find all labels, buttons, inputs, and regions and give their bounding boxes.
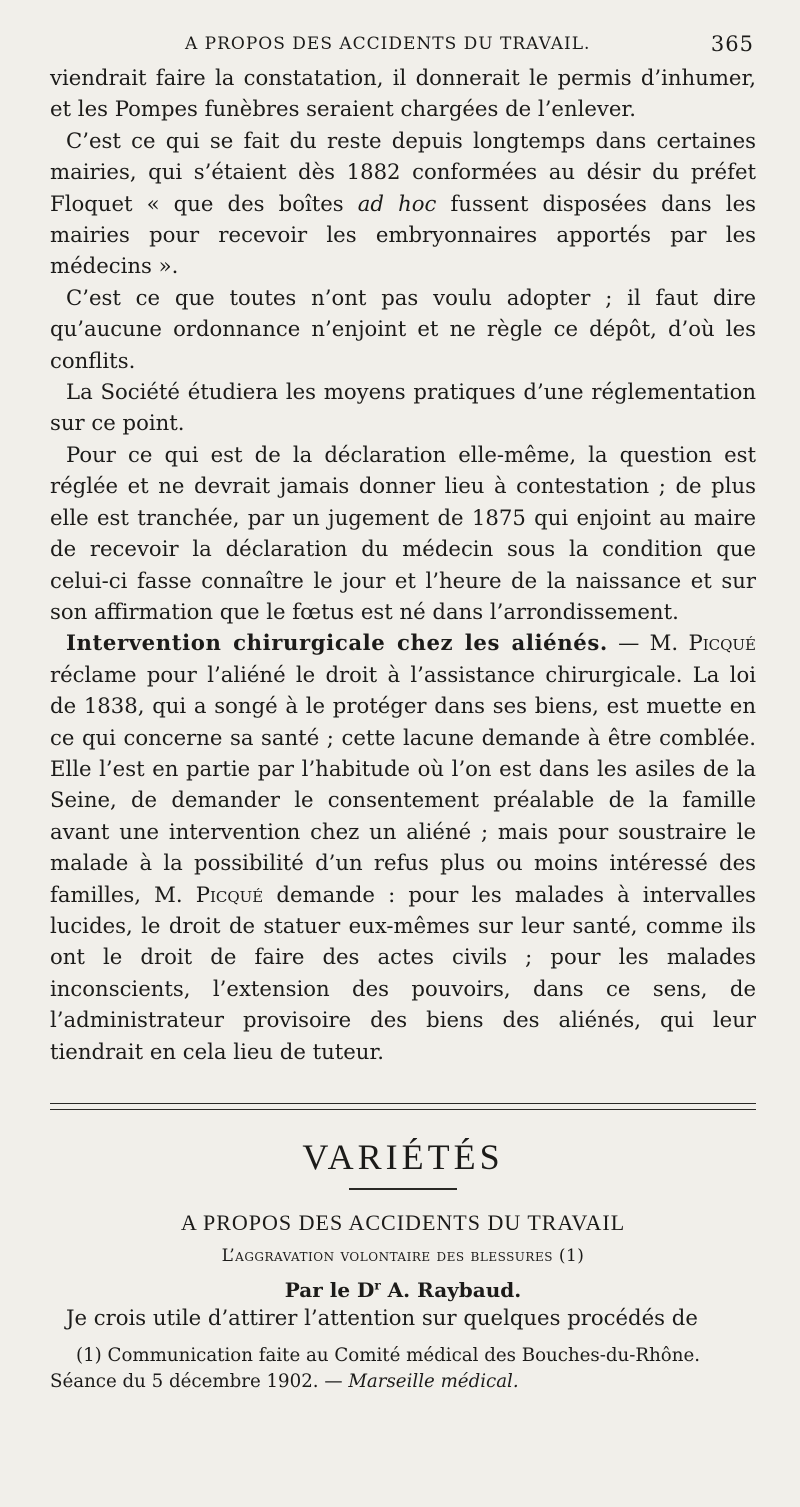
author-name-picque: Picqué — [195, 881, 264, 907]
author-prefix: Par le D — [284, 1278, 375, 1302]
author-name-picque: Picqué — [688, 630, 756, 656]
paragraph-text: fussent disposées dans les mairies pour recevoir les embryonnaires apportés par les médecins ». — [50, 190, 756, 279]
body-text — [50, 62, 756, 1067]
paragraph-text: C’est ce qui se fait du reste depuis longtemps dans certaines mairies, qui s’étaient dès 1882 conformées au désir du préfet Floquet « que des boîtes — [50, 127, 756, 216]
paragraph-text: réclame pour l’aliéné le droit à l’assistance chirurgicale. La loi de 1838, qui a songé à le protéger dans ses biens, est muette en ce qui concerne sa santé ; cette lacune demande à être comblée. Elle l’est en partie par l’habitude où l’on est dans les asiles de la Seine, de demander le consentement préalable de la famille avant une intervention chez un aliéné ; mais pour soustraire le malade à la possibilité d’un refus plus ou moins intéressé des familles, M. — [50, 661, 756, 907]
footnote-text: Séance du 5 décembre 1902. — — [50, 1371, 349, 1393]
paragraph-declaration: Pour ce qui est de la déclaration elle-même, la question est réglée et ne devrait jamais donner lieu à contestation ; de plus elle est tranchée, par un jugement de 1875 qui enjoint au maire de recevoir la déclaration du médecin sous la condition que celui-ci fasse connaître le jour et l’heure de la naissance et sur son affirmation que le fœtus est né dans l’arrondissement. — [50, 441, 756, 624]
footnote-line — [50, 1369, 756, 1395]
running-head-title: A PROPOS DES ACCIDENTS DU TRAVAIL. — [185, 34, 591, 54]
paragraph-mairies — [50, 125, 756, 282]
footnote-line: (1) Communication faite au Comité médical des Bouches-du-Rhône. — [76, 1345, 701, 1367]
article-first-line: Je crois utile d’attirer l’attention sur quelques procédés de — [66, 1305, 698, 1330]
page-number: 365 — [710, 32, 754, 56]
section-heading-intervention: Intervention chirurgicale chez les aliénés. — [66, 630, 608, 656]
article-author — [50, 1278, 756, 1302]
italic-phrase: ad hoc — [357, 190, 437, 216]
paragraph-text: demande : pour les malades à intervalles lucides, le droit de statuer eux-mêmes sur leur santé, comme ils ont le droit de faire des actes civils ; pour les malades inconscients, l’extension des pouvoirs, dans ce sens, de l’administrateur provisoire des biens des aliénés, qui leur tiendrait en cela lieu de tuteur. — [50, 881, 756, 1064]
article-title: A PROPOS DES ACCIDENTS DU TRAVAIL — [180, 1210, 626, 1235]
footnote — [50, 1343, 756, 1395]
paragraph-text: — M. — [607, 630, 689, 656]
footnote-source: Marseille médical. — [348, 1371, 519, 1393]
article-body — [50, 1302, 756, 1333]
author-title-sup: r — [374, 1278, 381, 1293]
article-subtitle — [50, 1246, 756, 1266]
paragraph-societe: La Société étudiera les moyens pratiques d’une réglementation sur ce point. — [50, 379, 756, 436]
section-divider — [50, 1103, 756, 1110]
subtitle-text: L’aggravation volontaire des blessures — [221, 1246, 553, 1266]
paragraph-intervention — [50, 627, 756, 1067]
paragraph-conflits: C’est ce que toutes n’ont pas voulu adopter ; il faut dire qu’aucune ordonnance n’enjoint et ne règle ce dépôt, d’où les conflits. — [50, 284, 756, 373]
title-underline — [349, 1188, 457, 1190]
section-title: VARIÉTÉS — [302, 1137, 504, 1177]
author-name: A. Raybaud. — [380, 1278, 522, 1302]
running-head — [50, 30, 756, 62]
paragraph-continuation: viendrait faire la constatation, il donnerait le permis d’inhumer, et les Pompes funèbres seraient chargées de l’enlever. — [50, 65, 756, 122]
footnote-marker: (1) — [552, 1246, 585, 1266]
